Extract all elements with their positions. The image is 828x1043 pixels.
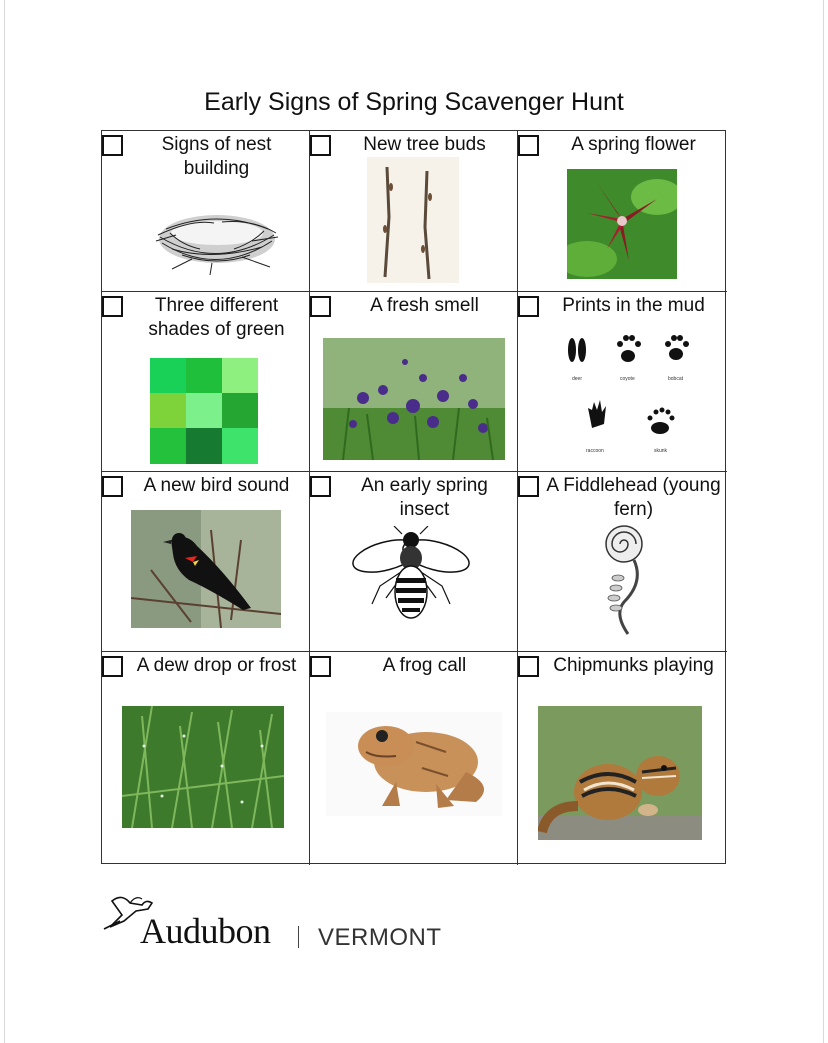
checkbox[interactable] [310, 296, 331, 317]
hunt-item-greens [102, 292, 310, 472]
twigs-image [367, 157, 459, 283]
hunt-item-chipmunk [518, 652, 727, 865]
checkbox[interactable] [310, 656, 331, 677]
chipmunk-image [538, 706, 702, 840]
item-label: A Fiddlehead (young fern) [546, 475, 721, 520]
item-label: A frog call [382, 655, 467, 676]
green-square [186, 358, 222, 393]
checkbox[interactable] [518, 135, 539, 156]
hunt-item-bird-sound [102, 472, 310, 652]
item-label: An early spring insect [361, 475, 488, 520]
green-square [150, 358, 186, 393]
green-square [222, 393, 258, 428]
item-label: A new bird sound [143, 475, 290, 496]
dewy-grass-image [122, 706, 284, 828]
animal-tracks-image [558, 328, 698, 458]
item-label: Prints in the mud [562, 295, 705, 316]
purple-flowers-image [323, 338, 505, 460]
hunt-item-dew [102, 652, 310, 865]
checkbox[interactable] [518, 296, 539, 317]
scavenger-grid [101, 130, 726, 864]
bird-nest-image [152, 189, 282, 279]
checkbox[interactable] [310, 135, 331, 156]
green-square [222, 428, 258, 464]
bee-image [346, 526, 476, 624]
checkbox[interactable] [310, 476, 331, 497]
checkbox[interactable] [518, 656, 539, 677]
track-label-skunk: skunk [654, 448, 668, 454]
footer-region: VERMONT [318, 924, 442, 951]
hunt-item-prints [518, 292, 727, 472]
green-square [222, 358, 258, 393]
hunt-item-buds [310, 131, 518, 292]
item-label: New tree buds [363, 134, 486, 155]
checkbox[interactable] [102, 135, 123, 156]
green-square [186, 393, 222, 428]
item-label: Signs of nest building [161, 134, 272, 179]
track-label-deer: deer [572, 376, 583, 382]
item-label: A fresh smell [370, 295, 479, 316]
item-label: Three different shades of green [148, 295, 285, 340]
hunt-item-insect [310, 472, 518, 652]
item-label: A dew drop or frost [136, 655, 297, 676]
track-label-coyote: coyote [620, 376, 635, 382]
checkbox[interactable] [102, 476, 123, 497]
green-shades-image [150, 358, 258, 464]
checkbox[interactable] [102, 656, 123, 677]
page-title: Early Signs of Spring Scavenger Hunt [204, 88, 624, 116]
checkbox[interactable] [518, 476, 539, 497]
trillium-image [567, 169, 677, 279]
hunt-item-frog [310, 652, 518, 865]
green-square [186, 428, 222, 464]
frog-image [326, 712, 502, 816]
fiddlehead-image [594, 522, 654, 638]
green-square [150, 428, 186, 464]
page-edge [823, 0, 824, 1043]
track-label-raccoon: raccoon [586, 448, 604, 454]
checkbox[interactable] [102, 296, 123, 317]
track-label-bobcat: bobcat [668, 376, 684, 382]
item-label: Chipmunks playing [553, 655, 714, 676]
hunt-item-nest [102, 131, 310, 292]
hunt-item-flower [518, 131, 727, 292]
blackbird-image [131, 510, 281, 628]
footer-brand: Audubon [140, 911, 271, 951]
footer-divider [298, 926, 299, 948]
green-square [150, 393, 186, 428]
hunt-item-fiddlehead [518, 472, 727, 652]
item-label: A spring flower [571, 134, 696, 155]
hunt-item-smell [310, 292, 518, 472]
page-edge [4, 0, 5, 1043]
